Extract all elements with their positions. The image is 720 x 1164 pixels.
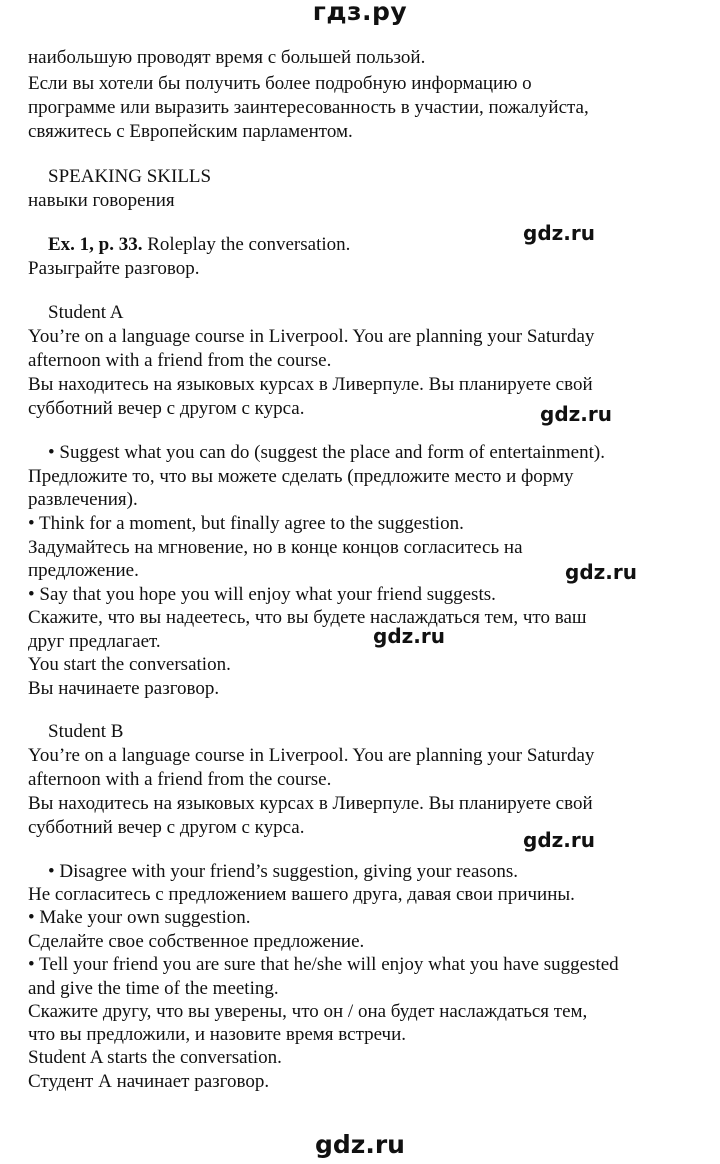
student-a-task: • Suggest what you can do (suggest the place and form of entertainment). xyxy=(48,442,605,463)
student-b-task: Сделайте свое собственное предложение. xyxy=(28,931,365,952)
student-b-title: Student B xyxy=(48,721,124,742)
student-b-task: Student A starts the conversation. xyxy=(28,1047,282,1068)
student-a-line: You’re on a language course in Liverpool. You are planning your Saturday xyxy=(28,326,595,347)
student-b-line: afternoon with a friend from the course. xyxy=(28,769,332,790)
student-b-line: You’re on a language course in Liverpool. You are planning your Saturday xyxy=(28,745,595,766)
student-b-task: Не согласитесь с предложением вашего друга, давая свои причины. xyxy=(28,884,575,905)
student-a-line: afternoon with a friend from the course. xyxy=(28,350,332,371)
student-a-line: Вы находитесь на языковых курсах в Ливерпуле. Вы планируете свой xyxy=(28,374,593,395)
student-a-task: Задумайтесь на мгновение, но в конце концов согласитесь на xyxy=(28,537,523,558)
student-a-task: развлечения). xyxy=(28,489,138,510)
student-b-line: Вы находитесь на языковых курсах в Ливерпуле. Вы планируете свой xyxy=(28,793,593,814)
exercise-translation: Разыграйте разговор. xyxy=(28,258,200,279)
intro-line: Если вы хотели бы получить более подробную информацию о xyxy=(28,73,532,94)
student-a-task: Предложите то, что вы можете сделать (предложите место и форму xyxy=(28,466,574,487)
exercise-task: Roleplay the conversation. xyxy=(142,234,351,255)
watermark: gdz.ru xyxy=(565,560,637,584)
student-b-task: что вы предложили, и назовите время встречи. xyxy=(28,1024,407,1045)
site-header[interactable]: гдз.ру xyxy=(312,0,408,26)
student-b-task: • Tell your friend you are sure that he/she will enjoy what you have suggested xyxy=(28,954,619,975)
student-b-task: • Make your own suggestion. xyxy=(28,907,251,928)
watermark: gdz.ru xyxy=(373,624,445,648)
student-a-task: предложение. xyxy=(28,560,139,581)
student-b-task: and give the time of the meeting. xyxy=(28,978,279,999)
watermark: gdz.ru xyxy=(540,402,612,426)
watermark: gdz.ru xyxy=(523,221,595,245)
section-title: SPEAKING SKILLS xyxy=(48,166,212,187)
intro-line: наибольшую проводят время с большей пользой. xyxy=(28,47,426,68)
student-a-title: Student A xyxy=(48,302,124,323)
watermark: gdz.ru xyxy=(523,828,595,852)
section-translation: навыки говорения xyxy=(28,190,175,211)
student-a-task: Скажите, что вы надеетесь, что вы будете наслаждаться тем, что ваш xyxy=(28,607,587,628)
student-a-task: • Say that you hope you will enjoy what your friend suggests. xyxy=(28,584,496,605)
intro-line: свяжитесь с Европейским парламентом. xyxy=(28,121,353,142)
exercise-ref: Ex. 1, p. 33. xyxy=(48,234,143,255)
student-a-task: • Think for a moment, but finally agree to the suggestion. xyxy=(28,513,464,534)
student-a-line: субботний вечер с другом с курса. xyxy=(28,398,305,419)
student-b-task: Студент А начинает разговор. xyxy=(28,1071,270,1092)
site-footer[interactable]: gdz.ru xyxy=(315,1130,405,1159)
intro-line: программе или выразить заинтересованность в участии, пожалуйста, xyxy=(28,97,589,118)
student-a-task: друг предлагает. xyxy=(28,631,161,652)
student-a-task: Вы начинаете разговор. xyxy=(28,678,220,699)
student-b-task: • Disagree with your friend’s suggestion, giving your reasons. xyxy=(48,861,518,882)
exercise-heading xyxy=(48,233,350,257)
student-b-task: Скажите другу, что вы уверены, что он / она будет наслаждаться тем, xyxy=(28,1001,588,1022)
student-a-task: You start the conversation. xyxy=(28,654,231,675)
student-b-line: субботний вечер с другом с курса. xyxy=(28,817,305,838)
